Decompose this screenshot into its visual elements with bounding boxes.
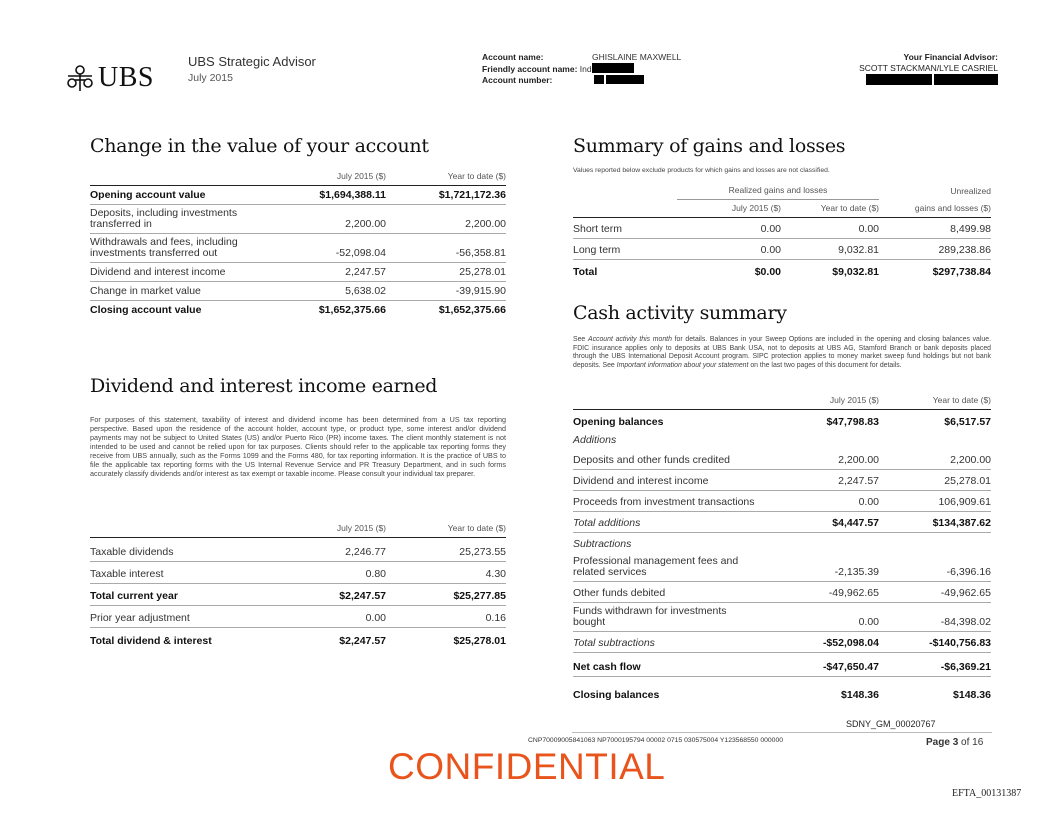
table-row <box>573 512 991 533</box>
table-row <box>90 186 506 205</box>
cash-section-title: Cash activity summary <box>573 302 787 324</box>
row-value: 25,278.01 <box>879 470 991 491</box>
dividend-table <box>90 520 506 650</box>
row-value: -52,098.04 <box>276 234 386 263</box>
header-blank <box>573 392 781 410</box>
cash-note <box>573 336 991 370</box>
footer-divider <box>572 732 992 733</box>
row-value: $25,278.01 <box>453 634 506 647</box>
table-row <box>573 676 991 704</box>
account-name-label: Account name: <box>482 52 544 62</box>
table-row <box>90 606 506 628</box>
row-value: $2,247.57 <box>339 634 386 647</box>
row-label: Taxable dividends <box>90 538 276 562</box>
row-label: Total <box>573 265 598 278</box>
table-row <box>90 263 506 282</box>
col-header: Year to date ($) <box>820 203 879 213</box>
table-row <box>90 538 506 562</box>
row-label: Funds withdrawn for investments bought <box>573 602 781 631</box>
gains-losses-table <box>573 182 991 281</box>
section-label-row <box>573 533 991 553</box>
change-section-title: Change in the value of your account <box>90 135 429 157</box>
row-label: Deposits and other funds credited <box>573 449 781 470</box>
row-value: $2,247.57 <box>276 584 386 606</box>
row-value: $4,447.57 <box>781 512 879 533</box>
document-code: CNP70009005841063 NP7000195794 00002 0715 030575004 Y123568550 000000 <box>528 737 783 744</box>
col-header: July 2015 ($) <box>731 203 781 213</box>
statement-period: July 2015 <box>188 72 233 84</box>
col-header: Year to date ($) <box>447 171 506 181</box>
advisor-label: Your Financial Advisor: <box>903 52 998 62</box>
row-value: 2,247.57 <box>276 263 386 282</box>
col-header: gains and losses ($) <box>914 203 991 213</box>
redaction-block <box>866 74 932 85</box>
redaction-block <box>934 74 998 85</box>
note-text: on the last two pages of this document for details. <box>748 361 902 369</box>
row-label: Change in market value <box>90 282 276 301</box>
row-value: -$6,369.21 <box>879 652 991 676</box>
row-label: Taxable interest <box>90 562 276 584</box>
row-label: Long term <box>573 239 677 260</box>
table-row <box>573 652 991 676</box>
row-label: Professional management fees and related services <box>573 553 781 582</box>
row-label: Short term <box>573 218 677 239</box>
col-header: July 2015 ($) <box>336 523 386 533</box>
row-value: 0.00 <box>781 602 879 631</box>
redaction-block <box>594 75 604 84</box>
subtractions-label: Subtractions <box>573 537 632 550</box>
ubs-keys-icon <box>64 63 96 93</box>
row-value: -84,398.02 <box>879 602 991 631</box>
account-number-label: Account number: <box>482 75 553 85</box>
row-value: $47,798.83 <box>781 410 879 431</box>
section-label-row <box>573 431 991 449</box>
row-value: 8,499.98 <box>879 218 991 239</box>
row-value: 2,200.00 <box>276 205 386 234</box>
account-info <box>482 52 681 86</box>
cash-activity-table <box>573 392 991 704</box>
row-value: 4.30 <box>386 562 506 584</box>
row-label: Dividend and interest income <box>90 263 276 282</box>
row-value: 0.00 <box>781 218 879 239</box>
header-blank <box>573 200 677 218</box>
row-label: Net cash flow <box>573 652 781 676</box>
dividend-section-title: Dividend and interest income earned <box>90 375 438 397</box>
ubs-wordmark: UBS <box>98 62 154 93</box>
statement-title: UBS Strategic Advisor <box>188 54 316 69</box>
row-value: 0.00 <box>276 606 386 628</box>
table-row <box>573 491 991 512</box>
tax-disclaimer-paragraph: For purposes of this statement, taxability of interest and dividend income has been determined from a US tax reporting perspective. Based upon the residence of the account holder, account type, or product type, some interest and/or dividend payments may not be subject to United States (US) and/or Puerto Rico (PR) income taxes. The client monthly statement is not intended to be used and cannot be relied upon for tax purposes. Clients should refer to the applicable tax reporting forms they receive from UBS annually, such as the Forms 1099 and the Forms 480, for tax reporting information. It is the practice of UBS to file the applicable tax reporting forms with the US Internal Revenue Service and PR Treasury Department, and in such forms accurately classify dividends and/or interest as tax exempt or taxable income. Please consult your individual tax preparer. <box>90 415 506 478</box>
row-label: Prior year adjustment <box>90 606 276 628</box>
row-label: Proceeds from investment transactions <box>573 491 781 512</box>
header-blank <box>90 520 276 538</box>
row-value: $6,517.57 <box>879 410 991 431</box>
header-blank <box>573 182 677 200</box>
page-number <box>926 737 983 748</box>
row-value: -$47,650.47 <box>781 652 879 676</box>
row-value: $9,032.81 <box>832 265 879 278</box>
row-value: 9,032.81 <box>781 239 879 260</box>
row-value: 0.16 <box>386 606 506 628</box>
row-value: $148.36 <box>953 689 991 701</box>
table-row <box>90 628 506 650</box>
table-row <box>573 218 991 239</box>
row-label: Deposits, including investments transferred in <box>90 205 276 234</box>
row-value: 25,278.01 <box>386 263 506 282</box>
row-value: 2,200.00 <box>386 205 506 234</box>
row-value: 2,200.00 <box>781 449 879 470</box>
row-value: -39,915.90 <box>386 282 506 301</box>
row-label: Total additions <box>573 512 781 533</box>
row-value: $1,652,375.66 <box>438 304 506 316</box>
row-value: $1,721,172.36 <box>386 186 506 205</box>
row-label: Opening balances <box>573 410 781 431</box>
row-value: $148.36 <box>841 689 879 701</box>
row-label: Total subtractions <box>573 631 781 652</box>
table-row <box>573 581 991 602</box>
additions-label: Additions <box>573 433 617 446</box>
row-value: $1,694,388.11 <box>276 186 386 205</box>
table-row <box>90 301 506 320</box>
ubs-logo <box>64 60 164 96</box>
row-value: 25,273.55 <box>386 538 506 562</box>
row-value: -49,962.65 <box>781 581 879 602</box>
row-label: Opening account value <box>90 186 276 205</box>
table-row <box>573 631 991 652</box>
row-value: -$140,756.83 <box>879 631 991 652</box>
row-value: 0.80 <box>276 562 386 584</box>
table-row <box>573 470 991 491</box>
row-value: -56,358.81 <box>386 234 506 263</box>
row-label: Withdrawals and fees, including investments transferred out <box>90 234 276 263</box>
change-value-table <box>90 168 506 319</box>
redaction-block <box>592 63 634 73</box>
table-row <box>573 410 991 431</box>
table-row <box>573 602 991 631</box>
advisor-name: SCOTT STACKMAN/LYLE CASRIEL <box>859 63 998 73</box>
friendly-name-label: Friendly account name: <box>482 64 578 74</box>
row-value: $25,277.85 <box>386 584 506 606</box>
row-value: -2,135.39 <box>781 553 879 582</box>
col-group-header: Realized gains and losses <box>677 182 879 200</box>
table-row <box>573 260 991 281</box>
col-header: Year to date ($) <box>932 395 991 405</box>
row-label: Total current year <box>90 584 276 606</box>
row-label: Other funds debited <box>573 581 781 602</box>
note-link-text: Account activity this month <box>587 336 672 343</box>
row-value: -6,396.16 <box>879 553 991 582</box>
note-text: for details. Balances in your Sweep Options are included in the opening and closing balances value. FDIC insurance applies only to deposits at UBS Bank USA, not to deposits at UBS AG, Stamford Branch or bank deposits placed through the UBS International Deposit Account program. SIPC protection applies to money market sweep fund holdings but not bank deposits. See <box>573 336 991 369</box>
col-header: July 2015 ($) <box>829 395 879 405</box>
page-current: 3 <box>952 737 959 748</box>
row-label: Total dividend & interest <box>90 634 212 647</box>
row-value: 106,909.61 <box>879 491 991 512</box>
row-value: -49,962.65 <box>879 581 991 602</box>
col-group-header: Unrealized <box>950 185 991 196</box>
table-row <box>90 584 506 606</box>
note-link-text: Important information about your statement <box>616 361 749 369</box>
row-label: Closing account value <box>90 304 202 316</box>
row-label: Dividend and interest income <box>573 470 781 491</box>
efta-id: EFTA_00131387 <box>952 788 1022 799</box>
confidential-stamp: CONFIDENTIAL <box>388 746 666 787</box>
row-value: -$52,098.04 <box>781 631 879 652</box>
account-name: GHISLAINE MAXWELL <box>592 52 682 62</box>
row-value: 2,200.00 <box>879 449 991 470</box>
row-label: Closing balances <box>573 689 660 701</box>
row-value: 5,638.02 <box>276 282 386 301</box>
row-value: 2,246.77 <box>276 538 386 562</box>
table-row <box>90 282 506 301</box>
table-row <box>90 234 506 263</box>
gains-note: Values reported below exclude products for which gains and losses are not classified. <box>573 167 830 174</box>
page-word: Page <box>926 737 950 748</box>
gains-section-title: Summary of gains and losses <box>573 135 846 157</box>
row-value: $0.00 <box>754 265 781 278</box>
row-value: 0.00 <box>677 239 781 260</box>
row-value: 0.00 <box>781 491 879 512</box>
note-text: See <box>573 336 588 343</box>
table-row <box>573 239 991 260</box>
row-value: $134,387.62 <box>879 512 991 533</box>
friendly-name-prefix: Ind <box>579 64 592 74</box>
row-value: $297,738.84 <box>932 265 991 278</box>
table-row <box>573 449 991 470</box>
table-row <box>90 205 506 234</box>
table-row <box>573 553 991 582</box>
row-value: 2,247.57 <box>781 470 879 491</box>
page-total: of 16 <box>961 737 984 748</box>
col-header: Year to date ($) <box>447 523 506 533</box>
redaction-block <box>606 75 644 84</box>
row-value: 0.00 <box>677 218 781 239</box>
row-value: $1,652,375.66 <box>318 304 386 316</box>
row-value: 289,238.86 <box>879 239 991 260</box>
header-blank <box>90 168 276 186</box>
col-header: July 2015 ($) <box>336 171 386 181</box>
table-row <box>90 562 506 584</box>
bates-number: SDNY_GM_00020767 <box>846 719 936 729</box>
financial-advisor <box>859 52 998 88</box>
